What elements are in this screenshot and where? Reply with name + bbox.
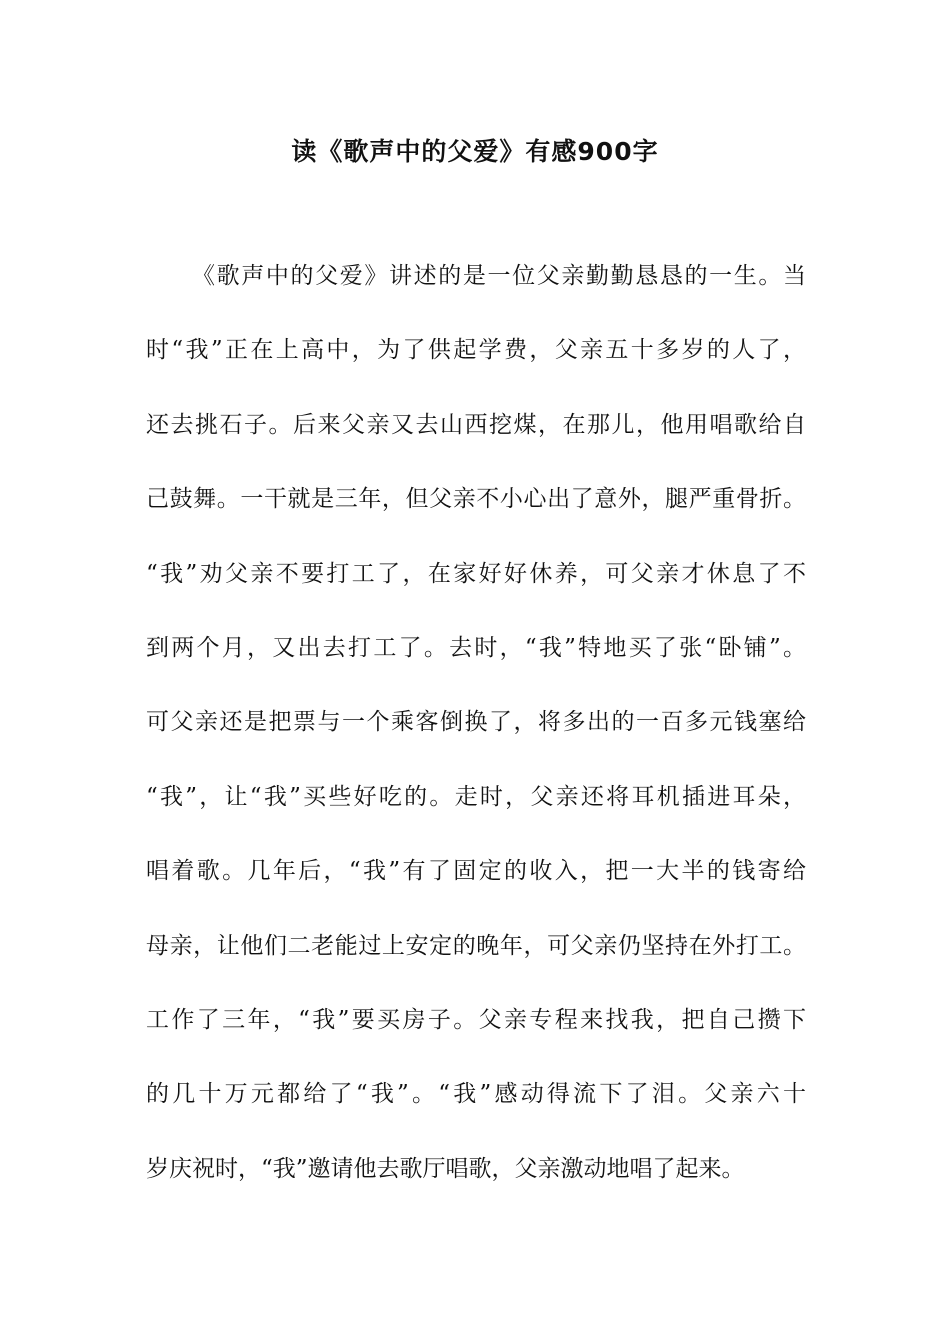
paragraph-line: 的几十万元都给了“我”。“我”感动得流下了泪。父亲六十 [146, 1081, 806, 1108]
paragraph-line: 《歌声中的父爱》讲述的是一位父亲勤勤恳恳的一生。当 [192, 263, 806, 289]
paragraph-line: 工作了三年，“我”要买房子。父亲专程来找我，把自己攒下 [146, 1006, 806, 1033]
paragraph-line: 母亲，让他们二老能过上安定的晚年，可父亲仍坚持在外打工。 [146, 932, 806, 959]
paragraph-line: 还去挑石子。后来父亲又去山西挖煤，在那儿，他用唱歌给自 [146, 411, 806, 438]
paragraph-line: 时“我”正在上高中，为了供起学费，父亲五十多岁的人了， [146, 337, 806, 364]
paragraph-line: 岁庆祝时，“我”邀请他去歌厅唱歌，父亲激动地唱了起来。 [146, 1155, 745, 1182]
paragraph-line: 到两个月，又出去打工了。去时，“我”特地买了张“卧铺”。 [146, 634, 806, 661]
paragraph-line: “我”，让“我”买些好吃的。走时，父亲还将耳机插进耳朵， [146, 783, 806, 810]
paragraph-line: “我”劝父亲不要打工了，在家好好休养，可父亲才休息了不 [146, 560, 806, 587]
document-body [146, 254, 806, 1221]
paragraph-line: 己鼓舞。一干就是三年，但父亲不小心出了意外，腿严重骨折。 [146, 486, 806, 513]
paragraph-line: 可父亲还是把票与一个乘客倒换了，将多出的一百多元钱塞给 [146, 709, 806, 736]
paragraph-line: 唱着歌。几年后，“我”有了固定的收入，把一大半的钱寄给 [146, 858, 806, 885]
document-title: 读《歌声中的父爱》有感900字 [291, 137, 659, 166]
